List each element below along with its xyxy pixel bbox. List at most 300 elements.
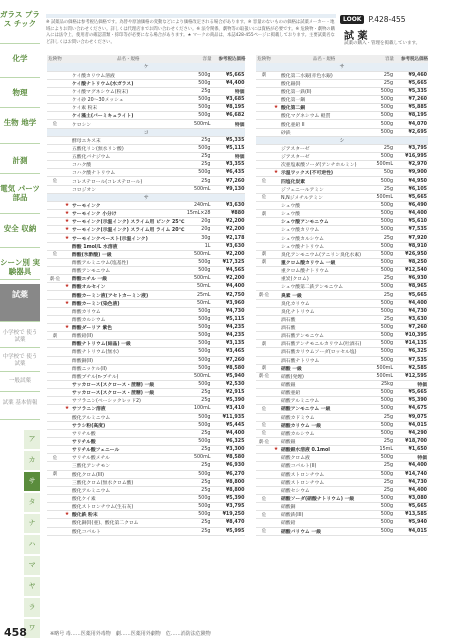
table-row [256, 144, 428, 152]
reagent-price: ¥8,800 [211, 478, 245, 486]
featured-star [272, 470, 280, 478]
featured-star [272, 389, 280, 397]
table-row [47, 87, 245, 95]
table-row [47, 153, 245, 161]
reagent-qty: 500g [368, 104, 394, 112]
reagent-name: 硝酸クロム液 [280, 454, 368, 462]
featured-star [272, 210, 280, 218]
reagent-name: 酢酸ダーリア 紫色 [71, 324, 185, 332]
hazard-code: 劇 [256, 250, 272, 258]
hazard-code [47, 356, 63, 364]
hazard-code [256, 201, 272, 209]
reagent-price: ¥5,390 [211, 494, 245, 502]
reagent-name: サリチル酸 [71, 437, 185, 445]
table-row [47, 478, 245, 486]
hazard-code [47, 429, 63, 437]
reagent-price: ¥4,400 [394, 299, 428, 307]
reagent-qty: 500g [368, 503, 394, 511]
reagent-qty: 25g [185, 486, 211, 494]
reagent-price: ¥3,080 [394, 494, 428, 502]
featured-star [63, 454, 71, 462]
reagent-qty: 500g [368, 511, 394, 519]
reagent-price: ¥4,400 [211, 79, 245, 87]
table-row [47, 324, 245, 332]
reagent-qty: 500mL [368, 161, 394, 169]
reagent-qty: 25g [185, 87, 211, 95]
table-row [47, 185, 245, 193]
hazard-code [256, 478, 272, 486]
sidebar-category-3[interactable]: 生物 地学 [0, 112, 40, 144]
reagent-name: 硝酸カルシウム [280, 429, 368, 437]
hazard-code [47, 79, 63, 87]
sidebar-category-0[interactable]: ガラス プラス チック [0, 4, 40, 44]
reagent-price: ¥5,940 [394, 519, 428, 527]
featured-star [272, 128, 280, 136]
featured-star [272, 291, 280, 299]
reagent-price: ¥6,435 [211, 169, 245, 177]
reagent-price: ¥5,995 [211, 527, 245, 535]
reagent-qty: 25g [368, 413, 394, 421]
table-row [47, 332, 245, 340]
reagent-price: 特価 [394, 454, 428, 462]
featured-star [63, 185, 71, 193]
reagent-qty: 500g [185, 258, 211, 266]
reagent-name: 重クロム酸ナトリウム [280, 267, 368, 275]
reagent-qty: 500g [185, 503, 211, 511]
reagent-name: 砂鉄 [280, 128, 368, 136]
featured-star [272, 421, 280, 429]
hazard-code [47, 258, 63, 266]
reagent-name: 硝酸ストロンチウム [280, 478, 368, 486]
reagent-qty: 500g [368, 218, 394, 226]
reagent-price: ¥2,695 [394, 128, 428, 136]
reagent-name: 酸化第二銅 [280, 104, 368, 112]
featured-star: ★ [64, 300, 70, 306]
reagent-qty: 500mL [368, 364, 394, 372]
reagent-qty: 500g [368, 283, 394, 291]
table-row [256, 177, 428, 185]
column-header-mark [272, 55, 280, 63]
reagent-qty: 500g [368, 226, 394, 234]
hazard-code: 劇 [256, 210, 272, 218]
hazard-code [47, 340, 63, 348]
reagent-name: 硝酸銀 [280, 437, 368, 445]
featured-star [272, 250, 280, 258]
table-row [256, 315, 428, 323]
reagent-price: ¥3,410 [211, 405, 245, 413]
hazard-code: 劇·危 [256, 291, 272, 299]
featured-star [272, 437, 280, 445]
table-row [256, 267, 428, 275]
featured-star: ★ [64, 512, 70, 518]
featured-star [63, 87, 71, 95]
hazard-code [256, 380, 272, 388]
column-header-hazard: 危険物 [257, 57, 271, 62]
reagent-qty: 20g [185, 218, 211, 226]
sidebar-category-4[interactable]: 計測 [0, 150, 40, 174]
reagent-qty: 50mL [185, 299, 211, 307]
featured-star [272, 527, 280, 535]
featured-star [63, 112, 71, 120]
table-row [256, 397, 428, 405]
reagent-name: 酸化マグネシウム 軽質 [280, 112, 368, 120]
featured-star [63, 437, 71, 445]
price-notes: ※ 試薬品の価格は参考税込価格です。為替や原油価格の変動などにより価格改定される場合があります。※ 容量のないものの価格は試薬メーカー・地域によりお問い合わせください。詳しくは代理店までお問い合わせください。※ 法令関係、劇物等の取扱いには資格が必要です。※ 危険物・劇物の購入には法令上、使用者の確認書類・捺印等が必要になる場合があります。★ マークの商品は、本誌428-455ページに掲載しております。主要試薬名など詳しくはお問い合わせください。 [46, 20, 335, 45]
reagent-price: ¥4,400 [394, 462, 428, 470]
featured-star [63, 267, 71, 275]
reagent-price: ¥3,795 [394, 144, 428, 152]
sidebar-category-5[interactable]: 電気 パーツ 部品 [0, 178, 40, 214]
reagent-name: 硝酸(発煙) [280, 372, 368, 380]
reagent-qty: 500g [368, 324, 394, 332]
reagent-qty: 500g [185, 169, 211, 177]
hazard-code [256, 275, 272, 283]
hazard-code: 劇 [256, 364, 272, 372]
reagent-name: 酢酸カリウム [71, 307, 185, 315]
table-row [256, 193, 428, 201]
reagent-qty: 500g [185, 71, 211, 79]
hazard-code [256, 397, 272, 405]
reagent-price: ¥2,200 [211, 218, 245, 226]
table-row [47, 136, 245, 144]
reagent-qty: 500g [368, 307, 394, 315]
look-page: P.428-455 [368, 14, 406, 24]
featured-star: ★ [64, 235, 70, 241]
reagent-name: 臭化ナトリウム [280, 307, 368, 315]
reagent-name: 酸化第二水銀(赤色水銀) [280, 71, 368, 79]
table-row [47, 454, 245, 462]
reagent-price: ¥2,200 [211, 275, 245, 283]
reagent-name: 酢酸銅(II) [71, 356, 185, 364]
hazard-code [256, 234, 272, 242]
table-row [47, 169, 245, 177]
reagent-name: 酢酸 1mol/L 水溶液 [71, 242, 185, 250]
reagent-qty: 30g [185, 234, 211, 242]
reagent-name: 硝酸セシウム [280, 486, 368, 494]
reagent-name: サッカロース(スクロース・蔗糖) 一級 [71, 389, 185, 397]
reagent-qty: 500g [368, 527, 394, 535]
hazard-code [47, 397, 63, 405]
kana-index-3[interactable]: タ [24, 493, 40, 512]
reagent-name: 臭素 一級 [280, 291, 368, 299]
reagent-price: 特価 [211, 87, 245, 95]
abbreviation-legend: ※略号 毒……医薬用外毒物 劇……医薬用外劇物 危……消防法危険物 [50, 631, 211, 637]
reagent-qty: 500g [185, 356, 211, 364]
reagent-price: ¥14,740 [394, 470, 428, 478]
reagent-name: 示温ワックス(不可逆性) [280, 169, 368, 177]
reagent-name: N,Nジメチルアミン [280, 193, 368, 201]
reagent-price: ¥3,685 [211, 96, 245, 104]
featured-star [272, 193, 280, 201]
table-row [256, 437, 428, 445]
hazard-code [47, 112, 63, 120]
kana-index-7[interactable]: ヤ [24, 577, 40, 596]
featured-star [272, 519, 280, 527]
featured-star [272, 226, 280, 234]
reagent-price: ¥5,665 [211, 71, 245, 79]
featured-star [63, 169, 71, 177]
look-reference [340, 13, 454, 25]
featured-star [272, 242, 280, 250]
featured-star [63, 79, 71, 87]
featured-star [272, 267, 280, 275]
table-row [47, 177, 245, 185]
reagent-qty: 100mL [185, 405, 211, 413]
hazard-code [47, 307, 63, 315]
reagent-qty: 500g [368, 267, 394, 275]
reagent-name: 酒石酸カリウムソーダ(ロッセル塩) [280, 348, 368, 356]
reagent-qty: 25g [368, 234, 394, 242]
table-row [256, 332, 428, 340]
hazard-code [47, 161, 63, 169]
hazard-code [47, 234, 63, 242]
table-row [256, 380, 428, 388]
kana-index-6[interactable]: マ [24, 556, 40, 575]
reagent-name: 五酸化リン(無水リン酸) [71, 144, 185, 152]
hazard-code: 危 [47, 120, 63, 128]
table-row [256, 503, 428, 511]
reagent-name: シュウ酸 [280, 201, 368, 209]
reagent-name: ケイ砂 20〜30メッシュ [71, 96, 185, 104]
kana-index-2[interactable]: サ [24, 472, 40, 491]
featured-star [63, 258, 71, 266]
featured-star [63, 462, 71, 470]
reagent-price: ¥4,730 [394, 478, 428, 486]
hazard-code [256, 389, 272, 397]
section-header [256, 63, 428, 71]
reagent-name: 硝酸亜鉛 [280, 389, 368, 397]
reagent-qty: 500g [368, 250, 394, 258]
hazard-code [47, 87, 63, 95]
hazard-code [47, 185, 63, 193]
reagent-qty: 500mL [368, 372, 394, 380]
reagent-qty: 500g [185, 96, 211, 104]
featured-star: ★ [64, 406, 70, 412]
kana-index-8[interactable]: ラ [24, 598, 40, 617]
sidebar-category-2[interactable]: 物理 [0, 82, 40, 108]
hazard-code [256, 519, 272, 527]
reagent-qty: 500g [368, 96, 394, 104]
reagent-qty: 500g [368, 299, 394, 307]
featured-star [63, 503, 71, 511]
hazard-code: 劇 [256, 340, 272, 348]
reagent-qty: 500mL [185, 120, 211, 128]
featured-star: ★ [64, 284, 70, 290]
reagent-qty: 1L [185, 242, 211, 250]
reagent-qty: 500g [368, 177, 394, 185]
hazard-code [47, 413, 63, 421]
hazard-code [256, 96, 272, 104]
hazard-code [47, 527, 63, 535]
table-row [256, 340, 428, 348]
reagent-price: ¥3,355 [211, 161, 245, 169]
reagent-qty: 500g [368, 258, 394, 266]
reagent-qty: 25g [368, 291, 394, 299]
reagent-price: ¥4,290 [394, 429, 428, 437]
hazard-code: 劇 [256, 71, 272, 79]
hazard-code: 劇 [47, 470, 63, 478]
table-row [47, 112, 245, 120]
sidebar-category-12[interactable]: 試薬 基本情報 [0, 396, 40, 420]
reagent-price: ¥10,395 [394, 332, 428, 340]
featured-star [272, 503, 280, 511]
table-row [47, 242, 245, 250]
table-row [256, 429, 428, 437]
hazard-code [256, 446, 272, 454]
header-bar [46, 14, 336, 18]
sidebar-category-8[interactable]: 試薬 [0, 284, 40, 322]
reagent-qty: 25g [185, 397, 211, 405]
reagent-name: 酢酸ニッケル(II) [71, 364, 185, 372]
reagent-qty: 15mL [368, 446, 394, 454]
hazard-code [47, 348, 63, 356]
hazard-code [47, 299, 63, 307]
featured-star [272, 486, 280, 494]
reagent-price: ¥8,195 [211, 104, 245, 112]
reagent-price: ¥3,795 [211, 503, 245, 511]
section-header [47, 128, 245, 136]
reagent-qty: 25g [368, 437, 394, 445]
reagent-price: ¥9,900 [394, 169, 428, 177]
reagent-name: ジアスターゼ [280, 153, 368, 161]
reagent-name: サリチル酸メチル [71, 454, 185, 462]
reagent-price: ¥9,130 [211, 185, 245, 193]
hazard-code: 劇 [256, 258, 272, 266]
sidebar-category-9[interactable]: 小学校で 使う試薬 [0, 326, 40, 348]
hazard-code [256, 470, 272, 478]
table-row [256, 96, 428, 104]
reagent-price: ¥4,070 [394, 120, 428, 128]
featured-star: ★ [64, 219, 70, 225]
table-row [47, 413, 245, 421]
table-header [256, 55, 428, 63]
reagent-name: ジフェニールアミン [280, 185, 368, 193]
featured-star [63, 364, 71, 372]
kana-index-0[interactable]: ア [24, 430, 40, 449]
reagent-name: 酢酸(氷酢酸) 一級 [71, 250, 185, 258]
column-header-qty: 容量 [185, 55, 211, 63]
featured-star [63, 340, 71, 348]
featured-star [272, 356, 280, 364]
reagent-name: 硝酸銅 [280, 503, 368, 511]
reagent-name: 酢酸ナトリウム(結晶) 一級 [71, 340, 185, 348]
kana-index-4[interactable]: ナ [24, 514, 40, 533]
table-row [47, 104, 245, 112]
reagent-qty: 500g [368, 470, 394, 478]
table-row [47, 397, 245, 405]
page-subtitle: 試薬の購入・管理を掲載しています。 [344, 41, 421, 46]
table-row [47, 283, 245, 291]
hazard-code [47, 242, 63, 250]
sidebar-category-10[interactable]: 中学校で 使う試薬 [0, 350, 40, 372]
featured-star: ★ [273, 447, 279, 453]
featured-star [272, 71, 280, 79]
reagent-price: ¥3,630 [211, 201, 245, 209]
reagent-qty: 25kg [368, 380, 394, 388]
reagent-name: 酸化銀(I) [280, 79, 368, 87]
featured-star [272, 177, 280, 185]
reagent-qty: 25g [185, 478, 211, 486]
reagent-qty: 500g [185, 267, 211, 275]
featured-star [63, 153, 71, 161]
kana-index-9[interactable]: ワ [24, 619, 40, 638]
table-header [47, 55, 245, 63]
table-row [256, 478, 428, 486]
sidebar-category-7[interactable]: シーン別 実験器具 [0, 252, 40, 280]
reagent-name: サーモインク 小分け [71, 210, 185, 218]
featured-star: ★ [64, 227, 70, 233]
reagent-price: ¥5,335 [394, 87, 428, 95]
reagent-name: サーモインク(示温インク) スライム用 ピンク 25℃ [71, 218, 185, 226]
hazard-code [47, 519, 63, 527]
featured-star [272, 87, 280, 95]
table-row [47, 210, 245, 218]
featured-star [63, 356, 71, 364]
table-row [47, 201, 245, 209]
featured-star [63, 71, 71, 79]
reagent-name: 酸化ストロンチウム(生石灰) [71, 503, 185, 511]
table-row [256, 169, 428, 177]
reagent-qty: 25g [368, 486, 394, 494]
hazard-code [47, 71, 63, 79]
table-row [47, 372, 245, 380]
reagent-qty: 500g [185, 307, 211, 315]
reagent-price: ¥6,105 [394, 185, 428, 193]
reagent-price: ¥7,260 [211, 356, 245, 364]
reagent-price: ¥3,135 [211, 340, 245, 348]
reagent-qty: 500g [185, 340, 211, 348]
table-row [256, 258, 428, 266]
featured-star: ★ [273, 170, 279, 176]
sidebar-category-6[interactable]: 安全 収納 [0, 218, 40, 248]
table-row [256, 234, 428, 242]
hazard-code [47, 201, 63, 209]
featured-star [272, 153, 280, 161]
featured-star [272, 315, 280, 323]
sidebar-category-1[interactable]: 化学 [0, 48, 40, 78]
hazard-code [256, 332, 272, 340]
featured-star [63, 144, 71, 152]
table-row [256, 218, 428, 226]
reagent-name: 硝酸カリウム 一級 [280, 421, 368, 429]
featured-star [63, 177, 71, 185]
column-header-name: 品名・規格 [280, 55, 368, 63]
reagent-name: シュウ酸アンモニウム [280, 218, 368, 226]
table-row [256, 511, 428, 519]
hazard-code [47, 315, 63, 323]
table-row [47, 250, 245, 258]
reagent-name: サフラニン(ベーシックレッド2) [71, 397, 185, 405]
reagent-price: ¥4,235 [211, 324, 245, 332]
table-row [47, 511, 245, 519]
section-header [47, 63, 245, 71]
reagent-qty: 500g [368, 87, 394, 95]
hazard-code [47, 421, 63, 429]
featured-star [63, 470, 71, 478]
sidebar-category-11[interactable]: 一般試薬 [0, 374, 40, 392]
reagent-price: ¥1,650 [394, 446, 428, 454]
table-row [47, 437, 245, 445]
column-header-hazard: 危険物 [48, 57, 62, 62]
kana-index-5[interactable]: ハ [24, 535, 40, 554]
reagent-qty: 500g [185, 315, 211, 323]
kana-index-1[interactable]: カ [24, 451, 40, 470]
reagent-price: ¥2,750 [211, 291, 245, 299]
reagent-price: ¥2,970 [394, 161, 428, 169]
table-row [47, 267, 245, 275]
reagent-price: ¥3,960 [211, 299, 245, 307]
reagent-name: ケイ酸ナトリウム(水ガラス) [71, 79, 185, 87]
